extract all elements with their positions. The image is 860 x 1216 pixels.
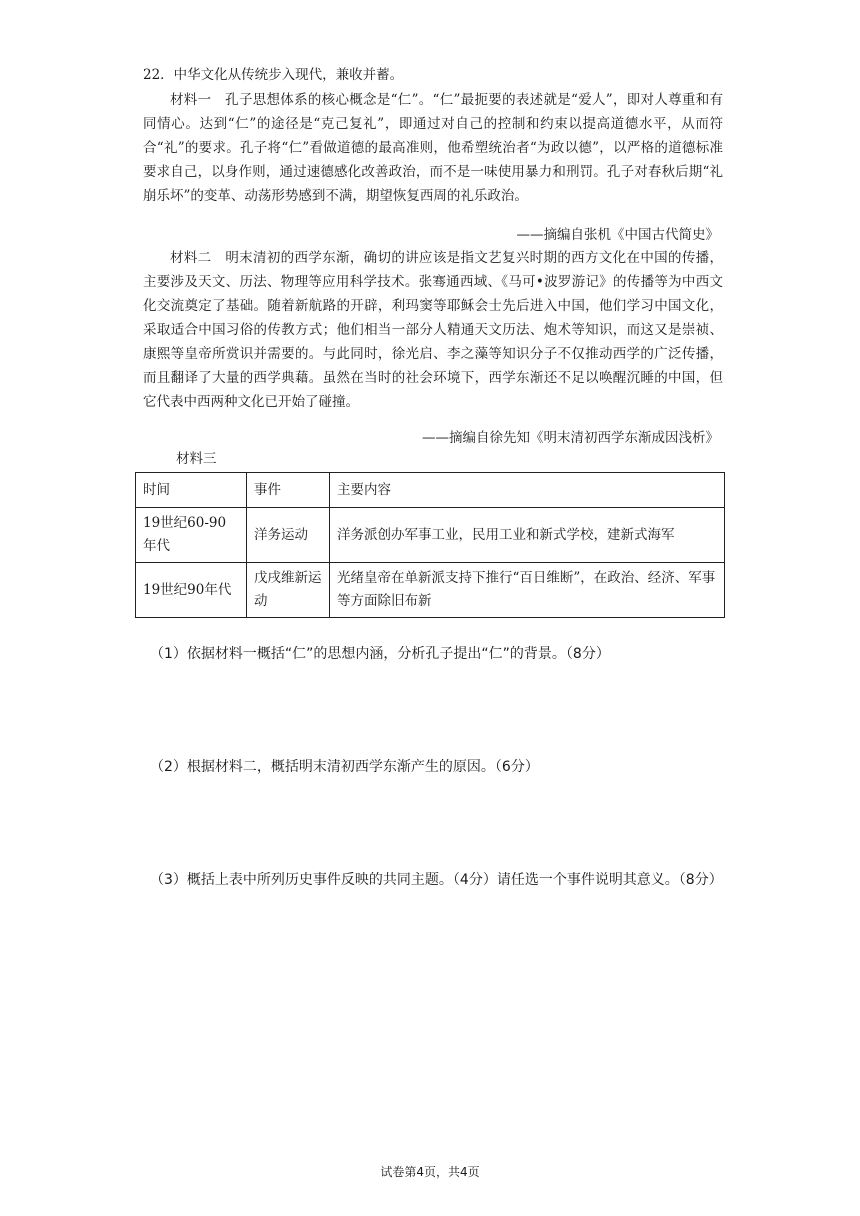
material-one-text: 材料一 孔子思想体系的核心概念是“仁”。“仁”最扼要的表述就是“爱人”，即对人尊重和有同情心。达到“仁”的途径是“克己复礼”，即通过对自己的控制和约束以提高道德水平，从而符合“礼”的要求。孔子将“仁”看做道德的最高准则，他希塑统治者“为政以德”，以严格的道德标准要求自己，以身作则，通过速德感化改善政治，而不是一味使用暴力和刑罚。孔子对春秋后期“礼崩乐坏”的变革、动荡形势感到不满，期望恢复西周的礼乐政治。 <box>143 92 723 204</box>
table-cell-time: 19世纪90年代 <box>136 563 247 618</box>
table-cell-event: 戊戌维新运动 <box>247 563 330 618</box>
material-two-text: 材料二 明末清初的西学东渐，确切的讲应该是指文艺复兴时期的西方文化在中国的传播，主要涉及天文、历法、物理等应用科学技术。张骞通西域、《马可•波罗游记》的传播等为中西文化交流奠定了基础。随着新航路的开辟，利玛窦等耶稣会士先后进入中国，他们学习中国文化，采取适合中国习俗的传教方式；他们相当一部分人精通天文历法、炮术等知识，而这又是崇祯、康熙等皇帝所赏识并需要的。与此同时，徐光启、李之藻等知识分子不仅推动西学的广泛传播，而且翻译了大量的西学典藉。虽然在当时的社会环境下，西学东渐还不足以唤醒沉睡的中国，但它代表中西两种文化已开始了碰撞。 <box>143 250 723 410</box>
table-cell-event: 洋务运动 <box>247 508 330 563</box>
table-cell-time: 19世纪60-90年代 <box>136 508 247 563</box>
table-cell-content: 洋务派创办军事工业，民用工业和新式学校，建新式海军 <box>330 508 725 563</box>
table-header-event: 事件 <box>247 473 330 508</box>
table-header-time: 时间 <box>136 473 247 508</box>
material-two-source: ——摘编自徐先知《明末清初西学东渐成因浅析》 <box>422 430 719 446</box>
sub-question-3: （3）概括上表中所列历史事件反映的共同主题。（4分）请任选一个事件说明其意义。（8分） <box>150 872 723 888</box>
material-one-source: ——摘编自张机《中国古代简史》 <box>516 227 719 243</box>
table-header-row <box>136 473 725 508</box>
table-row <box>136 563 725 618</box>
table-cell-content: 光绪皇帝在单新派支持下推行“百日维断”，在政治、经济、军事等方面除旧布新 <box>330 563 725 618</box>
events-table <box>135 472 725 618</box>
table-header-content: 主要内容 <box>330 473 725 508</box>
page-footer: 试卷第4页，共4页 <box>380 1165 480 1179</box>
question-title: 22．中华文化从传统步入现代，兼收并蓄。 <box>143 67 404 83</box>
material-three-label: 材料三 <box>176 451 217 467</box>
sub-question-1: （1）依据材料一概括“仁”的思想内涵，分析孔子提出“仁”的背景。（8分） <box>150 646 610 662</box>
sub-question-2: （2）根据材料二，概括明末清初西学东渐产生的原因。（6分） <box>150 759 539 775</box>
table-row <box>136 508 725 563</box>
